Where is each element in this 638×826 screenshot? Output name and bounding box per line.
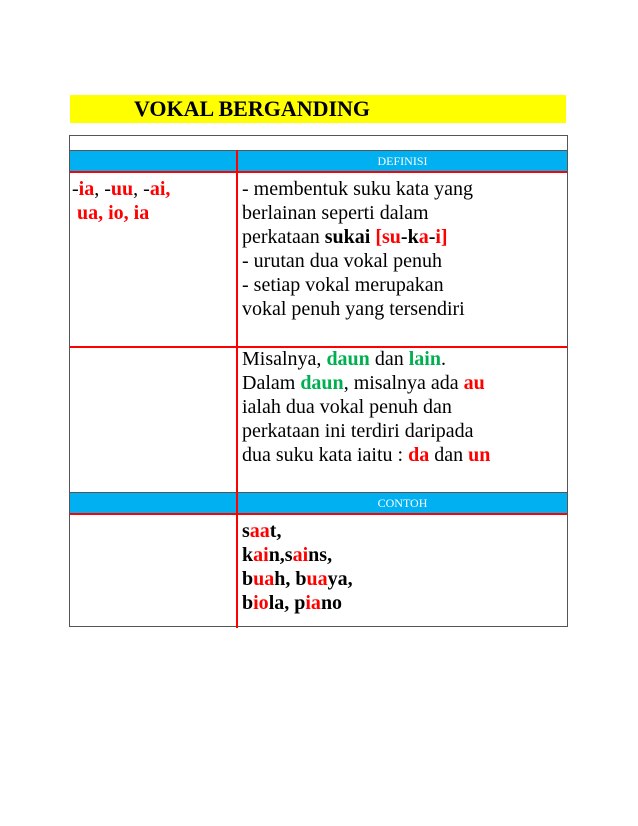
text-run: ialah dua vokal penuh dan	[242, 396, 452, 418]
text-run: da	[408, 444, 430, 466]
text-run: Misalnya,	[242, 348, 327, 370]
divider-mid	[70, 492, 567, 493]
text-run: lain	[408, 348, 441, 370]
text-line	[242, 371, 490, 395]
text-run: b	[242, 592, 254, 614]
text-run: ns,	[308, 544, 333, 566]
text-run: dua suku kata iaitu :	[242, 444, 409, 466]
text-run: perkataan ini terdiri daripada	[242, 420, 474, 442]
text-run: aa	[249, 520, 270, 542]
divider-red-3	[70, 513, 567, 515]
text-run: su	[382, 226, 401, 248]
text-run: la, p	[268, 592, 306, 614]
text-run: , -	[133, 178, 150, 200]
text-run: vokal penuh yang tersendiri	[242, 298, 465, 320]
text-run: a	[418, 226, 429, 248]
text-run: -	[400, 226, 408, 248]
contoh-cell	[242, 519, 353, 615]
text-run: uu	[110, 178, 134, 200]
page-title: VOKAL BERGANDING	[133, 96, 371, 121]
text-run: no	[320, 592, 343, 614]
text-run: , misalnya ada	[343, 372, 464, 394]
text-run: dan	[369, 348, 409, 370]
text-line	[242, 347, 490, 371]
definition-cell	[242, 177, 473, 321]
text-run: dan	[429, 444, 469, 466]
definisi-header-label: DEFINISI	[377, 154, 428, 168]
text-line	[242, 273, 473, 297]
text-run: k	[407, 226, 419, 248]
text-run: Dalam	[242, 372, 301, 394]
text-line	[242, 419, 490, 443]
text-run: perkataan	[242, 226, 325, 248]
text-line	[242, 591, 353, 615]
text-run: , -	[94, 178, 111, 200]
text-run: ua	[253, 568, 275, 590]
text-run: -	[428, 226, 436, 248]
text-run: n,s	[268, 544, 293, 566]
divider-top	[70, 150, 567, 151]
text-run: b	[242, 568, 254, 590]
contoh-header-label: CONTOH	[377, 496, 428, 510]
text-run: io	[253, 592, 269, 614]
text-line	[242, 177, 473, 201]
example-explanation-cell	[242, 347, 490, 467]
text-line	[242, 249, 473, 273]
text-line	[242, 567, 353, 591]
text-run: k	[242, 544, 254, 566]
text-line	[242, 443, 490, 467]
text-run: berlainan seperti dalam	[242, 202, 429, 224]
left-cell-line	[72, 201, 170, 225]
contoh-header	[70, 493, 567, 513]
text-run: - setiap vokal merupakan	[242, 274, 444, 296]
text-run: daun	[300, 372, 344, 394]
text-run: un	[468, 444, 491, 466]
text-run: ai,	[149, 178, 171, 200]
text-run: sukai	[324, 226, 371, 248]
text-run: ai	[292, 544, 309, 566]
text-run: daun	[326, 348, 370, 370]
text-run: - urutan dua vokal penuh	[242, 250, 442, 272]
definisi-header	[70, 151, 567, 171]
text-line	[242, 519, 353, 543]
text-run: t,	[269, 520, 282, 542]
title-bar	[70, 95, 566, 123]
left-cell	[72, 177, 170, 225]
text-run: i]	[435, 226, 448, 248]
text-run: .	[440, 348, 446, 370]
text-run: h, b	[274, 568, 307, 590]
text-line	[242, 543, 353, 567]
text-run: ua	[306, 568, 328, 590]
text-line	[242, 395, 490, 419]
text-run: au	[463, 372, 485, 394]
text-run: ia	[305, 592, 321, 614]
text-run: ai	[253, 544, 269, 566]
text-run: s	[242, 520, 250, 542]
vokal-table	[69, 135, 568, 627]
text-line	[242, 297, 473, 321]
text-run: ya,	[327, 568, 353, 590]
text-run: - membentuk suku kata yang	[242, 178, 474, 200]
text-run: -	[72, 178, 79, 200]
text-line	[242, 225, 473, 249]
text-run: ua, io, ia	[72, 202, 150, 224]
text-line	[242, 201, 473, 225]
left-cell-line	[72, 177, 170, 201]
column-divider	[236, 150, 238, 628]
text-run: [	[375, 226, 382, 248]
divider-red-1	[70, 171, 567, 173]
text-run: ia	[78, 178, 95, 200]
